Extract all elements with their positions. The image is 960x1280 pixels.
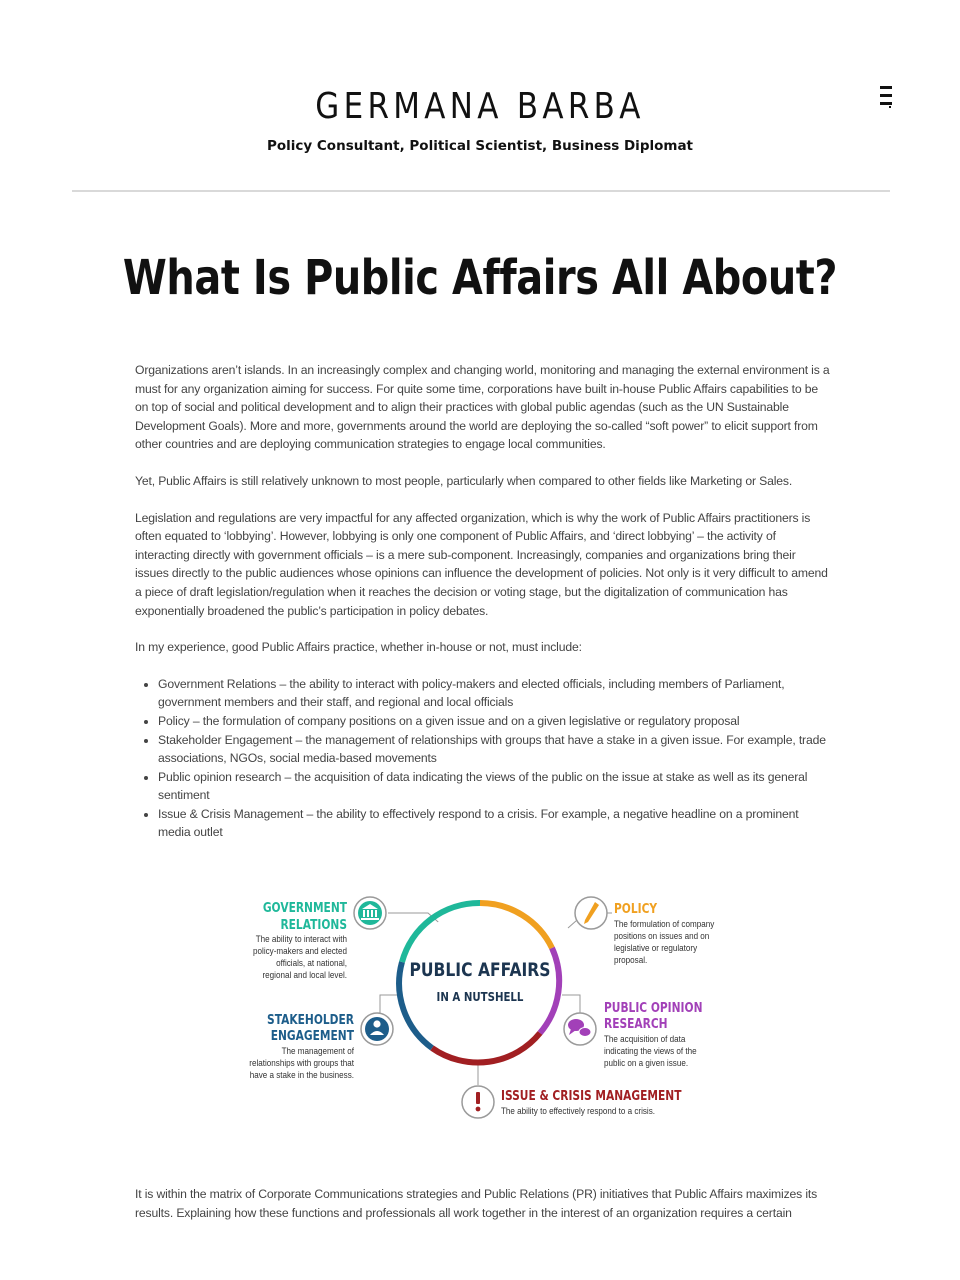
policy-title: POLICY [614,900,658,917]
list-item: Stakeholder Engagement – the management of relationships with groups that have a stake in a given issue. For example, trade associations, NGOs, social media-based movements [135,731,830,768]
paragraph: Organizations aren’t islands. In an increasingly complex and changing world, monitoring and managing the external environment is a must for any organization aiming for success. For quite some time, corporations have built in-house Public Affairs capabilities to be on top of social and political development and to align their practices with global public agendas (such as the UN Sustainable Development Goals). More and more, governments around the world are deploying the so-called “soft power” to elicit support from other countries and are deploying communication strategies to engage local communities. [135,363,830,452]
center-title: PUBLIC AFFAIRS [409,959,551,982]
center-subtitle: IN A NUTSHELL [436,990,524,1005]
svg-text:PUBLIC OPINION: PUBLIC OPINION [604,999,703,1016]
svg-text:The ability to interact with: The ability to interact with [255,933,347,945]
paragraph: Legislation and regulations are very impactful for any affected organization, which is why the work of Public Affairs practitioners is often equated to ‘lobbying’. However, lobbying is only one component of Public Affairs, and ‘direct lobbying’ – the activity of interacting directly with government officials – is a mere sub-component. Increasingly, companies and organizations bring their issues directly to the public audiences whose opinions can influence the development of policies. Not only is it very difficult to amend a piece of draft legislation/regulation when it reaches the decision or voting stage, but the digitalization of communication has exponentially broadened the public’s participation in policy debates. [135,510,828,618]
public-opinion-research-title [604,1000,702,1031]
svg-text:regional and local level.: regional and local level. [262,969,347,981]
svg-text:The acquisition of data: The acquisition of data [604,1033,686,1045]
stakeholder-engagement-title [267,1012,355,1043]
person-icon [361,1013,393,1045]
svg-text:indicating the views of the: indicating the views of the [604,1045,697,1057]
stakeholder-engagement-desc [249,1046,354,1081]
article-body [135,361,830,842]
list-item: Issue & Crisis Management – the ability to effectively respond to a crisis. For example, a negative headline on a prominent media outlet [135,805,830,842]
svg-text:RESEARCH: RESEARCH [604,1015,668,1032]
svg-text:proposal.: proposal. [614,954,648,966]
list-item: Public opinion research – the acquisition of data indicating the views of the public on the issue at stake as well as its general sentiment [135,768,830,805]
paragraph: Yet, Public Affairs is still relatively unknown to most people, particularly when compared to other fields like Marketing or Sales. [135,473,793,488]
menu-icon[interactable] [880,86,894,108]
svg-text:have a stake in the business.: have a stake in the business. [249,1069,354,1081]
svg-text:The management of: The management of [281,1045,354,1057]
paragraph: It is within the matrix of Corporate Communications strategies and Public Relations (PR) initiatives that Public Affairs maximizes its results. Explaining how these functions and professionals all work together in the interest of an organization requires a certain [135,1187,818,1220]
header-divider [72,190,890,192]
svg-text:officials, at national,: officials, at national, [276,957,347,969]
svg-text:The formulation of company: The formulation of company [614,918,715,930]
article-body-continued [135,1185,830,1222]
ring-center [406,909,554,1057]
svg-text:positions on issues and on: positions on issues and on [614,930,710,942]
speech-bubbles-icon [564,1013,596,1045]
svg-text:policy-makers and elected: policy-makers and elected [253,945,347,957]
policy-desc [614,919,715,966]
government-relations-desc [253,934,347,981]
site-tagline: Policy Consultant, Political Scientist, Business Diplomat [266,138,694,154]
svg-text:legislative or regulatory: legislative or regulatory [614,942,698,954]
page-title: What Is Public Affairs All About? [122,250,838,306]
svg-text:GOVERNMENT: GOVERNMENT [262,899,347,916]
issue-crisis-management-desc: The ability to effectively respond to a crisis. [501,1105,656,1117]
bank-icon [354,897,386,929]
svg-text:RELATIONS: RELATIONS [280,916,347,933]
pencil-icon [575,897,607,929]
list-item: Policy – the formulation of company positions on a given issue and on a given legislative or regulatory proposal [135,712,830,731]
exclamation-icon [462,1086,494,1118]
government-relations-title [263,900,348,932]
site-header [0,0,960,200]
issue-crisis-management-title: ISSUE & CRISIS MANAGEMENT [501,1087,682,1104]
paragraph: In my experience, good Public Affairs practice, whether in-house or not, must include: [135,640,582,655]
svg-text:relationships with groups that: relationships with groups that [249,1057,354,1069]
public-opinion-research-desc [604,1034,697,1069]
practice-list [135,675,830,842]
svg-text:ENGAGEMENT: ENGAGEMENT [270,1027,354,1044]
svg-text:STAKEHOLDER: STAKEHOLDER [267,1011,354,1028]
site-title[interactable]: GERMANA BARBA [315,86,645,127]
svg-text:public on a given issue.: public on a given issue. [604,1057,689,1069]
list-item: Government Relations – the ability to interact with policy-makers and elected officials, including members of Parliament, government members and their staff, and regional and local officials [135,675,830,712]
public-affairs-infographic [240,880,720,1130]
